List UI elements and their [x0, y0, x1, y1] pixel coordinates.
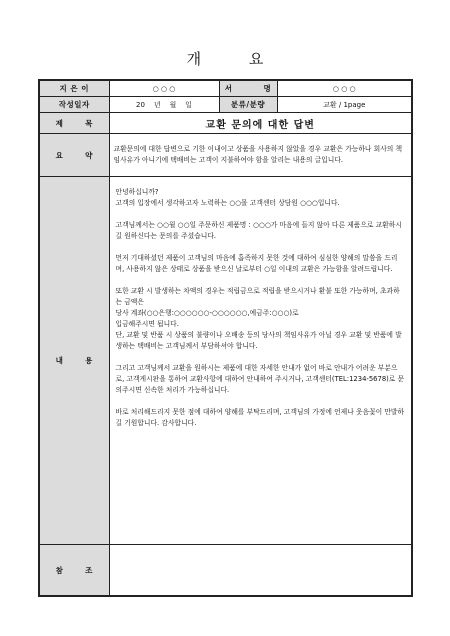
summary-label: 요 약	[39, 134, 109, 177]
reference-value	[109, 545, 412, 597]
content-refund-account: 당사 계좌(○○은행:○○○○○○-○○○○○○,예금주:○○○)로	[115, 309, 299, 317]
content-refund-3: 입금해주시면 됩니다.	[115, 320, 179, 328]
content-contact: 그리고 고객님께서 교환을 원하시는 제품에 대한 자세한 안내가 없어 바로 안내가 어려운 부분으로, 고객게시판을 통하여 교환사항에 대하여 안내하여 주시거나, 고객센터(TEL:1234-5678)로 문의주시면 신속한 처리가 가능하십니다.	[115, 364, 405, 394]
content-body	[109, 177, 412, 545]
content-intro: 고객의 입장에서 생각하고자 노력하는 ○○몰 고객센터 상담원 ○○○입니다.	[115, 199, 340, 207]
reference-label: 참 조	[39, 545, 109, 597]
date-value: 20 년 월 일	[109, 97, 219, 113]
report-form-table	[38, 79, 413, 597]
date-label: 작성일자	[39, 97, 109, 113]
category-value: 교환 / 1page	[277, 97, 412, 113]
content-greeting: 안녕하십니까?	[115, 188, 159, 196]
content-refund-1: 또한 교환 시 발생하는 차액의 경우는 적립금으로 적립을 받으시거나 환불 또한 가능하며, 초과하는 금액은	[115, 287, 400, 306]
category-label: 분류/분량	[219, 97, 277, 113]
author-value: ○ ○ ○	[109, 80, 219, 97]
author-label: 지 은 이	[39, 80, 109, 97]
content-shipping-fee: 단, 교환 및 반품 시 상품의 불량이나 오배송 등의 당사의 책임사유가 아닐 경우 교환 및 반품에 발생하는 택배비는 고객님께서 부담하셔야 합니다.	[115, 331, 402, 350]
summary-value: 교환문의에 대한 답변으로 기한 이내이고 상품을 사용하지 않았을 경우 교환은 가능하나 회사의 책임사유가 아니기에 택배비는 고객이 지불하여야 함을 알리는 내용의 글입니다.	[109, 134, 412, 177]
document-title: 개 요	[186, 50, 264, 68]
content-closing: 바로 처리해드리지 못한 점에 대하여 양해를 부탁드리며, 고객님의 가정에 언제나 웃음꽃이 만발하길 기원합니다. 감사합니다.	[115, 408, 405, 427]
content-inquiry: 고객님께서는 ○○월 ○○일 주문하신 제품명 : ○○○가 마음에 들지 않아 다른 제품으로 교환하시길 원하신다는 문의를 주셨습니다.	[115, 221, 402, 240]
subject-value: 교환 문의에 대한 답변	[109, 113, 412, 134]
signature-label: 서 명	[219, 80, 277, 97]
signature-value: ○ ○ ○	[277, 80, 412, 97]
content-apology: 먼저 기대하셨던 제품이 고객님의 마음에 흡족하지 못한 것에 대하여 심심한 양해의 말씀을 드리며, 사용하지 않은 상태로 상품을 받으신 날로부터 ○일 이내의 교환은 가능함을 알려드립니다.	[115, 254, 398, 273]
subject-label: 제 목	[39, 113, 109, 134]
content-label: 내 용	[39, 177, 109, 545]
